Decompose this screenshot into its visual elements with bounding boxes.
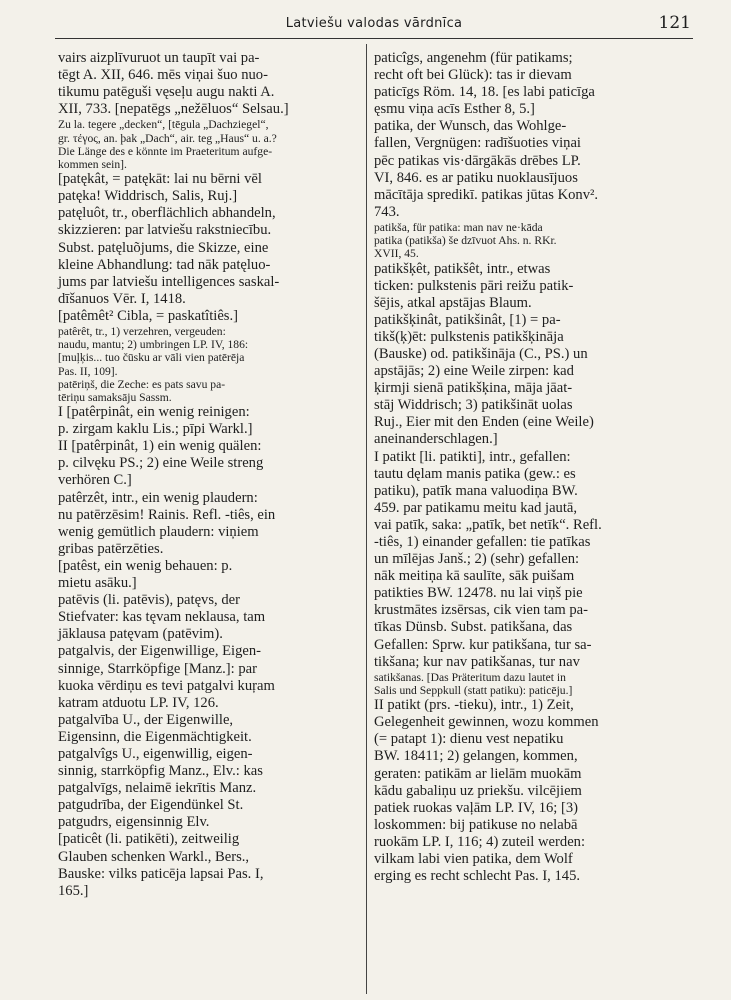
text-line: kuoka vērdiņu es tevi patgalvi kuŗam bbox=[58, 677, 275, 694]
header-rule bbox=[55, 38, 693, 39]
running-title: Latviešu valodas vārdnīca bbox=[285, 16, 463, 31]
text-line: aneinanderschlagen.] bbox=[374, 431, 498, 448]
text-line: Salis und Seppkull (statt patiku): paticēju.] bbox=[374, 683, 573, 697]
text-line: I patikt [li. patikti], intr., gefallen: bbox=[374, 448, 571, 465]
text-line: vai patīk, saka: „patīk, bet netīk“. Refl. bbox=[374, 516, 602, 533]
text-line: [muļķis... tuo čūsku ar vāli vien patērēja bbox=[58, 351, 245, 365]
text-line: ruokām LP. I, 116; 4) zuteil werden: bbox=[374, 833, 586, 850]
text-line: patēvis (li. patēvis), patęvs, der bbox=[58, 592, 240, 609]
text-line: patgalvīgs, nelaimē iekrītis Manz. bbox=[58, 780, 257, 797]
text-line: stāj Widdrisch; 3) patikšināt uolas bbox=[374, 397, 573, 414]
text-line: tīkas Dünsb. Subst. patikšana, das bbox=[374, 619, 573, 636]
text-line: naudu, mantu; 2) umbringen LP. IV, 186: bbox=[58, 338, 249, 352]
text-line: (= patapt 1): dienu vest nepatiku bbox=[374, 731, 564, 748]
text-line: recht oft bei Glück): tas ir dievam bbox=[374, 67, 572, 84]
text-line: tikumu patēguši vęseļu augu nakti A. bbox=[58, 84, 275, 101]
text-line: p. zirgam kaklu Lis.; pīpi Warkl.] bbox=[58, 421, 253, 438]
right-column bbox=[374, 50, 700, 885]
text-line: erging es recht schlecht Pas. I, 145. bbox=[374, 868, 581, 885]
text-line: Die Länge des e könnte im Praeteritum aufge- bbox=[58, 144, 273, 158]
text-line: VI, 846. es ar patiku nuoklausījuos bbox=[374, 169, 578, 186]
text-line: paticīgs Röm. 14, 18. [es labi paticīga bbox=[374, 84, 595, 101]
text-line: patikšķinât, patikšinât, [1) = pa- bbox=[374, 311, 561, 328]
text-line: Pas. II, 109]. bbox=[58, 364, 118, 378]
text-line: un mīlējas Janš.; 2) (sehr) gefallen: bbox=[374, 551, 580, 568]
text-line: sinnige, Starrköpfige [Manz.]: par bbox=[58, 660, 257, 677]
text-line: apstājās; 2) eine Weile zirpen: kad bbox=[374, 363, 574, 380]
text-line: [patêmêt² Cibla, = paskatîtiês.] bbox=[58, 307, 238, 324]
text-line: sinnig, starrköpfig Manz., Elv.: kas bbox=[58, 763, 263, 780]
text-line: patiku), patīk mana valuodiņa BW. bbox=[374, 482, 578, 499]
text-line: šējis, atkal apstājas Blaum. bbox=[374, 294, 532, 311]
text-line: Eigensinn, die Eigenmächtigkeit. bbox=[58, 728, 252, 745]
text-line: satikšanas. [Das Präteritum dazu lautet in bbox=[374, 670, 566, 684]
text-line: mācītāja spredikī. patikas jūtas Konv². bbox=[374, 186, 599, 203]
text-line: nāk meitiņa kā saulīte, sāk puišam bbox=[374, 568, 575, 585]
text-line: [patękât, = patękāt: lai nu bērni vēl bbox=[58, 171, 262, 188]
text-line: kādu gabaliņu uz priekšu. vilcējiem bbox=[374, 782, 582, 799]
text-line: gr. τέγος, an. þak „Dach“, air. teg „Haus“ u. a.? bbox=[58, 131, 277, 145]
text-line: patikšķêt, patikšêt, intr., etwas bbox=[374, 260, 551, 277]
text-line: geraten: patikām ar lielām muokām bbox=[374, 765, 582, 782]
text-line: Gelegenheit gewinnen, wozu kommen bbox=[374, 714, 599, 731]
text-line: wenig gemütlich plaudern: viņiem bbox=[58, 523, 259, 540]
text-line: patikša, für patika: man nav ne·kāda bbox=[374, 220, 543, 234]
page-header bbox=[55, 12, 693, 38]
text-line: jums par latviešu intelligences saskal- bbox=[58, 273, 280, 290]
text-line: BW. 18411; 2) gelangen, kommen, bbox=[374, 748, 578, 765]
text-line: patêrêt, tr., 1) verzehren, vergeuden: bbox=[58, 324, 226, 338]
text-line: patēriņš, die Zeche: es pats savu pa- bbox=[58, 377, 226, 391]
text-line: loskommen: bij patikuse no nelabā bbox=[374, 816, 578, 833]
text-line: nu patērzēsim! Rainis. Refl. -tiês, ein bbox=[58, 506, 276, 523]
text-line: patêrzêt, intr., ein wenig plaudern: bbox=[58, 489, 258, 506]
text-line: Subst. patęluõjums, die Skizze, eine bbox=[58, 239, 269, 256]
text-line: -tiês, 1) einander gefallen: tie patīkas bbox=[374, 534, 591, 550]
text-line: fallen, Vergnügen: radīšuoties viņai bbox=[374, 135, 581, 152]
left-column bbox=[58, 50, 360, 900]
text-line: Zu la. tegere „decken“, [tēgula „Dachziegel“, bbox=[58, 118, 269, 132]
text-line: tēriņu samaksāju Sassm. bbox=[58, 390, 172, 404]
text-line: Ruj., Eier mit den Enden (eine Weile) bbox=[374, 414, 594, 431]
text-line: pēc patikas vis·dārgākās drēbes LP. bbox=[374, 152, 581, 169]
text-line: vilkam labi vien patika, dem Wolf bbox=[374, 850, 573, 867]
text-line: tautu dęlam manis patika (gew.: es bbox=[374, 465, 576, 482]
text-line: XII, 733. [nepatēgs „nežēluos“ Selsau.] bbox=[58, 101, 289, 118]
text-line: Gefallen: Sprw. kur patikšana, tur sa- bbox=[374, 636, 592, 653]
text-line: patęka! Widdrisch, Salis, Ruj.] bbox=[58, 188, 238, 205]
text-line: jāklausa patęvam (patēvim). bbox=[58, 626, 223, 643]
text-line: Stiefvater: kas tęvam neklausa, tam bbox=[58, 609, 266, 626]
text-line: patgalvis, der Eigenwillige, Eigen- bbox=[58, 643, 262, 660]
text-line: Glauben schenken Warkl., Bers., bbox=[58, 848, 250, 865]
column-divider bbox=[366, 44, 367, 994]
text-line: tikšana; kur nav patikšanas, tur nav bbox=[374, 653, 580, 670]
text-line: mietu asāku.] bbox=[58, 575, 137, 592]
text-line: kommen sein]. bbox=[58, 157, 127, 171]
text-line: dīšanuos Vēr. I, 1418. bbox=[58, 290, 186, 307]
text-line: I [patêrpinât, ein wenig reinigen: bbox=[58, 404, 250, 421]
text-line: patgudrība, der Eigendünkel St. bbox=[58, 797, 244, 814]
text-line: patika, der Wunsch, das Wohlge- bbox=[374, 118, 567, 135]
page-number: 121 bbox=[658, 13, 691, 33]
text-line: II patikt (prs. -tieku), intr., 1) Zeit, bbox=[374, 697, 574, 714]
text-line: kleine Abhandlung: tad nāk patęluo- bbox=[58, 256, 271, 273]
text-line: patgalvîgs U., eigenwillig, eigen- bbox=[58, 745, 253, 762]
text-line: p. cilvęku PS.; 2) eine Weile streng bbox=[58, 455, 264, 472]
text-line: Bauske: vilks paticēja lapsai Pas. I, bbox=[58, 865, 264, 882]
text-line: ticken: pulkstenis pāri reižu patik- bbox=[374, 277, 574, 294]
text-line: 743. bbox=[374, 203, 400, 220]
text-line: verhören C.] bbox=[58, 472, 132, 489]
text-line: ķirmji sienā patikšķina, māja jāat- bbox=[374, 380, 573, 397]
text-line: skizzieren: par latviešu rakstniecību. bbox=[58, 222, 272, 239]
text-line: tikš(ķ)ēt: pulkstenis patikšķināja bbox=[374, 328, 564, 345]
text-line: 165.] bbox=[58, 882, 89, 899]
text-line: 459. par patikamu meitu kad jautā, bbox=[374, 499, 578, 516]
text-line: patęluôt, tr., oberflächlich abhandeln, bbox=[58, 205, 276, 222]
text-line: katram atduotu LP. IV, 126. bbox=[58, 694, 219, 711]
text-line: gribas patērzēties. bbox=[58, 540, 164, 557]
text-line: krustmātes izsērsas, cik vien tam pa- bbox=[374, 602, 588, 619]
text-line: [paticêt (li. patikēti), zeitweilig bbox=[58, 831, 240, 848]
text-line: [patêst, ein wenig behauen: p. bbox=[58, 557, 233, 574]
text-line: patgalvība U., der Eigenwille, bbox=[58, 711, 234, 728]
text-line: tēgt A. XII, 646. mēs viņai šuo nuo- bbox=[58, 67, 268, 84]
text-line: patiek ruokas vaļām LP. IV, 16; [3) bbox=[374, 799, 579, 816]
text-line: (Bauske) od. patikšināja (C., PS.) un bbox=[374, 345, 588, 362]
text-line: vairs aizplīvuruot un taupīt vai pa- bbox=[58, 50, 260, 66]
text-line: II [patêrpinât, 1) ein wenig quälen: bbox=[58, 438, 262, 455]
text-line: XVII, 45. bbox=[374, 247, 419, 261]
text-line: patika (patikša) še dzīvuot Ahs. n. RKr. bbox=[374, 234, 557, 248]
text-line: paticîgs, angenehm (für patikams; bbox=[374, 50, 573, 66]
text-line: ęsmu viņa acīs Esther 8, 5.] bbox=[374, 101, 535, 118]
text-line: patikties BW. 12478. nu lai viņš pie bbox=[374, 585, 583, 602]
text-line: patgudrs, eigensinnig Elv. bbox=[58, 814, 210, 831]
